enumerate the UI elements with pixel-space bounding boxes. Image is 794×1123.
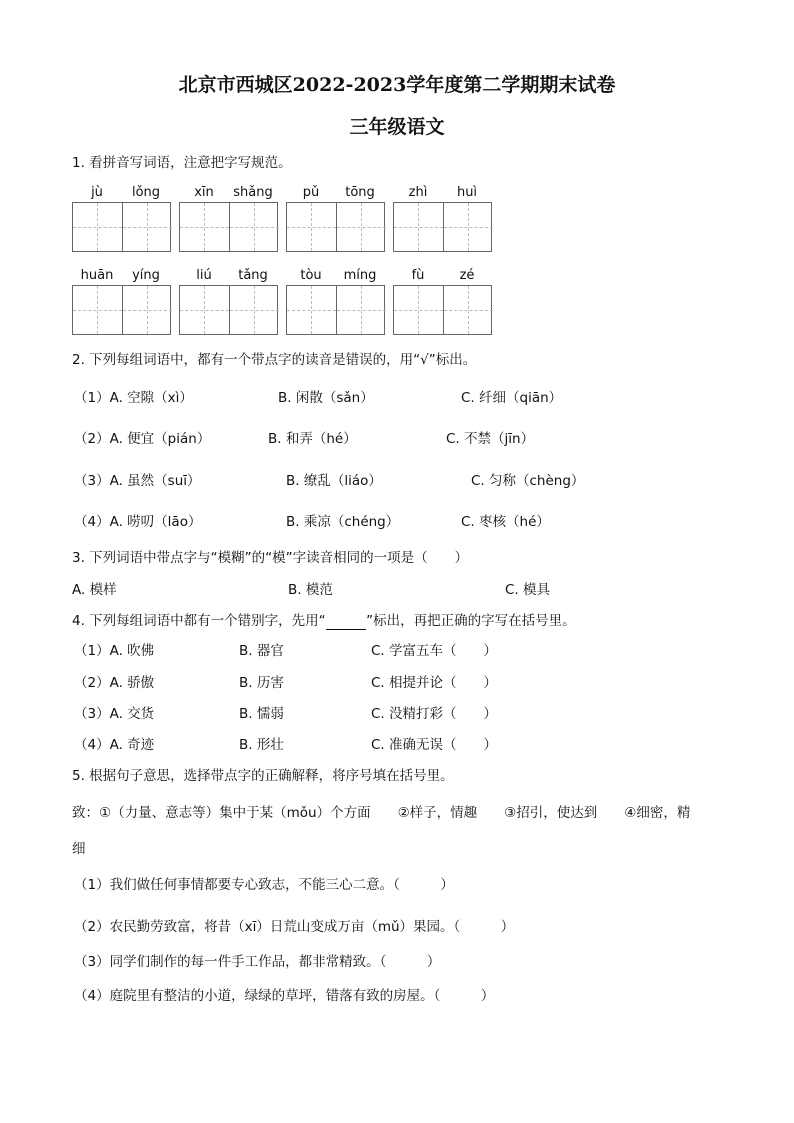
pinyin: jù [91, 185, 103, 200]
q3-option-c: C. 模具 [505, 582, 551, 598]
question-5: 5. 根据句子意思，选择带点字的正确解释，将序号填在括号里。 [72, 768, 454, 784]
q2-item-4-a: （4）A. 唠叨（lāo） [74, 514, 202, 530]
char-box[interactable] [72, 285, 171, 335]
pinyin: zé [459, 268, 475, 283]
char-box[interactable] [393, 202, 492, 252]
q3-option-a: A. 模样 [72, 582, 117, 598]
q4-item-4-c: C. 准确无误（ ） [371, 737, 498, 753]
pinyin: tōng [345, 185, 375, 200]
q4-item-2-a: （2）A. 骄傲 [74, 675, 155, 691]
pinyin: fù [411, 268, 425, 283]
char-box[interactable] [286, 285, 385, 335]
pinyin: shǎng [233, 185, 273, 200]
pinyin: yíng [132, 268, 160, 283]
pinyin: xīn [194, 185, 214, 200]
q5-sentence-2: （2）农民勤劳致富，将昔（xī）日荒山变成万亩（mǔ）果园。（ ） [74, 919, 515, 935]
q4-item-1-a: （1）A. 吹佛 [74, 643, 155, 659]
q4-item-4-a: （4）A. 奇迹 [74, 737, 155, 753]
q2-item-1-c: C. 纤细（qiān） [461, 390, 563, 406]
char-box[interactable] [179, 285, 278, 335]
q4-item-3-c: C. 没精打彩（ ） [371, 706, 498, 722]
q2-item-1-a: （1）A. 空隙（xì） [74, 390, 193, 406]
question-1: 1. 看拼音写词语，注意把字写规范。 [72, 155, 292, 171]
q2-item-2-b: B. 和弄（hé） [268, 431, 357, 447]
q2-item-4-b: B. 乘凉（chéng） [286, 514, 400, 530]
char-box[interactable] [393, 285, 492, 335]
pinyin: tǎng [238, 268, 268, 283]
q5-sentence-3: （3）同学们制作的每一件手工作品，都非常精致。（ ） [74, 954, 441, 970]
q5-definitions-cont: 细 [72, 841, 86, 857]
question-2: 2. 下列每组词语中，都有一个带点字的读音是错误的，用“√”标出。 [72, 352, 477, 368]
char-box[interactable] [286, 202, 385, 252]
q2-item-3-b: B. 缭乱（liáo） [286, 473, 382, 489]
char-box[interactable] [72, 202, 171, 252]
q5-sentence-4: （4）庭院里有整洁的小道，绿绿的草坪，错落有致的房屋。（ ） [74, 988, 495, 1004]
q3-option-b: B. 模范 [288, 582, 333, 598]
q4-text-after: ”标出，再把正确的字写在括号里。 [366, 613, 576, 629]
q4-item-2-b: B. 历害 [239, 675, 284, 691]
pinyin: zhì [408, 185, 428, 200]
question-4 [72, 609, 576, 630]
pinyin: huì [456, 185, 478, 200]
pinyin: pǔ [302, 185, 320, 200]
exam-subtitle: 三年级语文 [349, 116, 445, 138]
pinyin: lǒng [131, 185, 161, 200]
q5-definitions: 致：①（力量、意志等）集中于某（mǒu）个方面 ②样子，情趣 ③招引，使达到 ④细密，精 [72, 805, 691, 821]
q4-item-2-c: C. 相提并论（ ） [371, 675, 498, 691]
q2-item-3-a: （3）A. 虽然（suī） [74, 473, 201, 489]
q4-underline-mark [326, 609, 367, 630]
q2-item-4-c: C. 枣核（hé） [461, 514, 550, 530]
q4-item-1-b: B. 器官 [239, 643, 284, 659]
q2-item-2-c: C. 不禁（jīn） [446, 431, 535, 447]
q2-item-1-b: B. 闲散（sǎn） [278, 390, 374, 406]
q5-sentence-1: （1）我们做任何事情都要专心致志，不能三心二意。（ ） [74, 877, 454, 893]
pinyin: liú [196, 268, 212, 283]
q4-item-1-c: C. 学富五车（ ） [371, 643, 498, 659]
question-3: 3. 下列词语中带点字与“模糊”的“模”字读音相同的一项是（ ） [72, 550, 469, 566]
q4-item-4-b: B. 形壮 [239, 737, 284, 753]
q2-item-2-a: （2）A. 便宜（pián） [74, 431, 211, 447]
pinyin: míng [343, 268, 377, 283]
q2-item-3-c: C. 匀称（chèng） [471, 473, 585, 489]
q4-item-3-b: B. 懦弱 [239, 706, 284, 722]
pinyin: huān [80, 268, 114, 283]
pinyin: tòu [300, 268, 322, 283]
q4-item-3-a: （3）A. 交货 [74, 706, 155, 722]
q4-text-before: 4. 下列每组词语中都有一个错别字，先用“ [72, 613, 326, 629]
exam-title: 北京市西城区2022-2023学年度第二学期期末试卷 [178, 74, 616, 96]
char-box[interactable] [179, 202, 278, 252]
